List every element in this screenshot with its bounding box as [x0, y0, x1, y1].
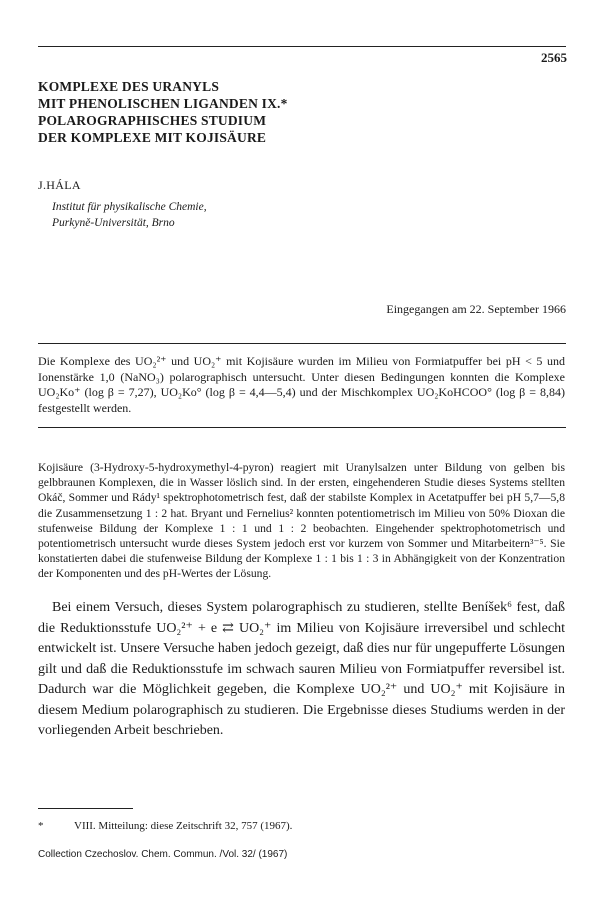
- footnote-text: VIII. Mitteilung: diese Zeitschrift 32, 757 (1967).: [74, 820, 293, 832]
- footnote-marker: *: [38, 820, 44, 832]
- footnote: [38, 820, 292, 832]
- title-line: MIT PHENOLISCHEN LIGANDEN IX.*: [38, 96, 288, 111]
- author-name: J.HÁLA: [38, 178, 81, 192]
- intro-paragraph-small: Kojisäure (3-Hydroxy-5-hydroxymethyl-4-pyron) reagiert mit Uranylsalzen unter Bildung von gelben bis gelbbraunen Komplexen, die in Wasser löslich sind. In der ersten, eingehenderen Studie dieses Systems stellten Okáč, Sommer und Rády¹ spektrophotometrisch fest, daß der stabilste Komplex in Acetatpuffer bei pH 5,7—5,8 die Zusammensetzung 1 : 2 hat. Bryant und Fernelius² konnten potentiometrisch im Milieu von 50% Dioxan die stufenweise Bildung der Komplexe 1 : 1 und 1 : 2 beobachten. Eingehender spektrophotometrisch und potentiometrisch untersucht wurde dieses System jedoch erst vor kurzem von Sommer und Mitarbeitern³⁻⁵. Sie konstatierten dabei die stufenweise Bildung der Komplexe 1 : 1 bis 1 : 3 in Abhängigkeit von der Konzentration der Komponenten und des pH-Wertes der Lösung.: [38, 461, 565, 581]
- article-title: [38, 78, 288, 146]
- affiliation-line: Purkyně-Universität, Brno: [52, 217, 175, 229]
- title-line: DER KOMPLEXE MIT KOJISÄURE: [38, 130, 267, 145]
- page-number: 2565: [541, 50, 567, 65]
- author-affiliation: [52, 199, 207, 231]
- affiliation-line: Institut für physikalische Chemie,: [52, 201, 207, 213]
- abstract-top-rule: [38, 343, 566, 344]
- header-rule: [38, 46, 566, 47]
- received-date: Eingegangen am 22. September 1966: [386, 302, 566, 316]
- title-line: POLAROGRAPHISCHES STUDIUM: [38, 113, 267, 128]
- title-line: KOMPLEXE DES URANYLS: [38, 79, 220, 94]
- abstract-bottom-rule: [38, 427, 566, 428]
- abstract-text: Die Komplexe des UO₂²⁺ und UO₂⁺ mit Kojisäure wurden im Milieu von Formiatpuffer bei pH < 5 und Ionenstärke 1,0 (NaNO₃) polarographisch untersucht. Unter diesen Bedingungen konnten die Komplexe UO₂Ko⁺ (log β = 7,27), UO₂Ko° (log β = 4,4—5,4) und der Mischkomplex UO₂KoHCOO° (log β = 8,84) festgestellt werden.: [38, 354, 565, 415]
- footnote-rule: [38, 808, 133, 809]
- intro-paragraph-large: Bei einem Versuch, dieses System polarographisch zu studieren, stellte Beníšek⁶ fest, daß die Reduktionsstufe UO₂²⁺ + e ⇄ UO₂⁺ im Milieu von Kojisäure irreversibel und schlecht entwickelt ist. Unsere Versuche haben jedoch gezeigt, daß dies nur für ungepufferte Lösungen gilt und daß die Reduktionsstufe im schwach sauren Milieu von Formiatpuffer reversibel ist. Dadurch war die Möglichkeit gegeben, die Komplexe UO₂²⁺ und UO₂⁺ mit Kojisäure in diesem Medium polarographisch zu studieren. Die Ergebnisse dieses Studiums werden in der vorliegenden Arbeit beschrieben.: [38, 600, 565, 738]
- journal-citation: Collection Czechoslov. Chem. Commun. /Vol. 32/ (1967): [38, 849, 288, 860]
